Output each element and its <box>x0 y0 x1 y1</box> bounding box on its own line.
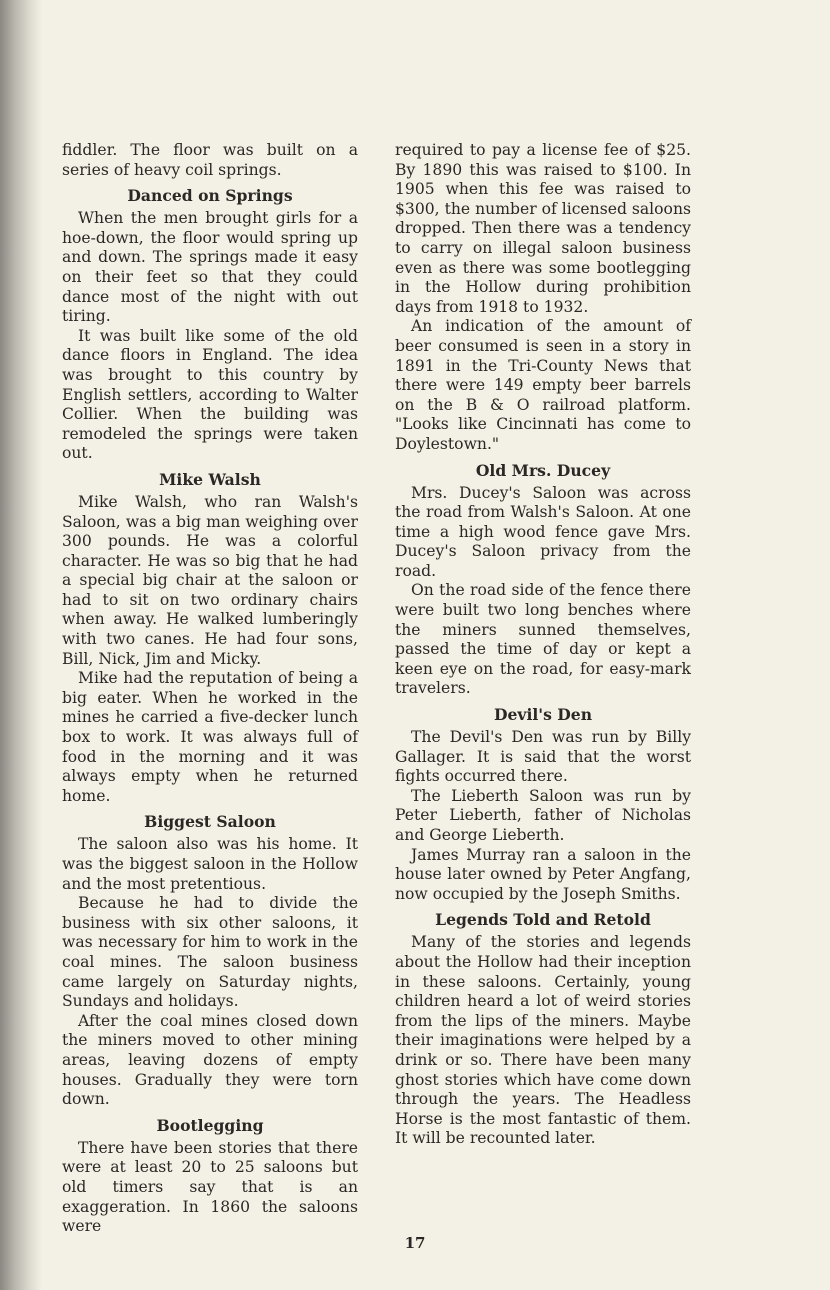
paragraph: Mike had the reputation of being a big eater. When he worked in the mines he carried a five-decker lunch box to work. It was always full of food in the morning and it was always empty when he returned home. <box>62 669 358 805</box>
paragraph: When the men brought girls for a hoe-down, the floor would spring up and down. The springs made it easy on their feet so that they could dance most of the night with out tiring. <box>62 209 358 326</box>
paragraph: fiddler. The floor was built on a series of heavy coil springs. <box>62 141 358 179</box>
page-number: 17 <box>404 1234 426 1252</box>
paragraph: An indication of the amount of beer consumed is seen in a story in 1891 in the Tri-County News that there were 149 empty beer barrels on the B & O railroad platform. "Looks like Cincinnati has come to Doylestown." <box>395 317 691 453</box>
section-heading: Biggest Saloon <box>144 812 276 832</box>
section-heading: Devil's Den <box>493 705 593 725</box>
paragraph: James Murray ran a saloon in the house later owned by Peter Angfang, now occupied by the Joseph Smiths. <box>395 845 691 903</box>
section-heading: Mike Walsh <box>159 469 261 489</box>
page-binding-shadow <box>0 0 42 1290</box>
paragraph: There have been stories that there were at least 20 to 25 saloons but old timers say that is an exaggeration. In 1860 the saloons were <box>62 1138 358 1236</box>
section-heading: Old Mrs. Ducey <box>475 460 611 480</box>
paragraph: Mike Walsh, who ran Walsh's Saloon, was a big man weighing over 300 pounds. He was a colorful character. He was so big that he had a special big chair at the saloon or had to sit on two ordinary chairs when away. He walked lumberingly with two canes. He had four sons, Bill, Nick, Jim and Micky. <box>62 492 358 668</box>
paragraph: Because he had to divide the business with six other saloons, it was necessary for him to work in the coal mines. The saloon business came largely on Saturday nights, Sundays and holidays. <box>62 894 358 1011</box>
section-heading: Bootlegging <box>156 1115 264 1135</box>
paragraph: Many of the stories and legends about the Hollow had their inception in these saloons. Certainly, young children heard a lot of weird stories from the lips of the miners. Maybe their imaginations were helped by a drink or so. There have been many ghost stories which have come down through the years. The Headless Horse is the most fantastic of them. It will be recounted later. <box>395 933 691 1148</box>
right-column <box>395 141 691 1149</box>
paragraph: The saloon also was his home. It was the biggest saloon in the Hollow and the most pretentious. <box>62 835 358 893</box>
paragraph: The Lieberth Saloon was run by Peter Lieberth, father of Nicholas and George Lieberth. <box>395 786 691 844</box>
paragraph: Mrs. Ducey's Saloon was across the road from Walsh's Saloon. At one time a high wood fence gave Mrs. Ducey's Saloon privacy from the road. <box>395 483 691 580</box>
paragraph: After the coal mines closed down the miners moved to other mining areas, leaving dozens of empty houses. Gradually they were torn down. <box>62 1011 358 1109</box>
section-heading: Legends Told and Retold <box>435 910 651 930</box>
paragraph: required to pay a license fee of $25. By 1890 this was raised to $100. In 1905 when this fee was raised to $300, the number of licensed saloons dropped. Then there was a tendency to carry on illegal saloon business even as there was some bootlegging in the Hollow during prohibition days from 1918 to 1932. <box>395 141 691 316</box>
paragraph: On the road side of the fence there were built two long benches where the miners sunned themselves, passed the time of day or kept a keen eye on the road, for easy-mark travelers. <box>395 581 691 698</box>
paragraph: The Devil's Den was run by Billy Gallager. It is said that the worst fights occurred there. <box>395 728 691 786</box>
paragraph: It was built like some of the old dance floors in England. The idea was brought to this country by English settlers, according to Walter Collier. When the building was remodeled the springs were taken out. <box>62 326 358 463</box>
left-column <box>62 141 358 1237</box>
section-heading: Danced on Springs <box>127 186 293 206</box>
